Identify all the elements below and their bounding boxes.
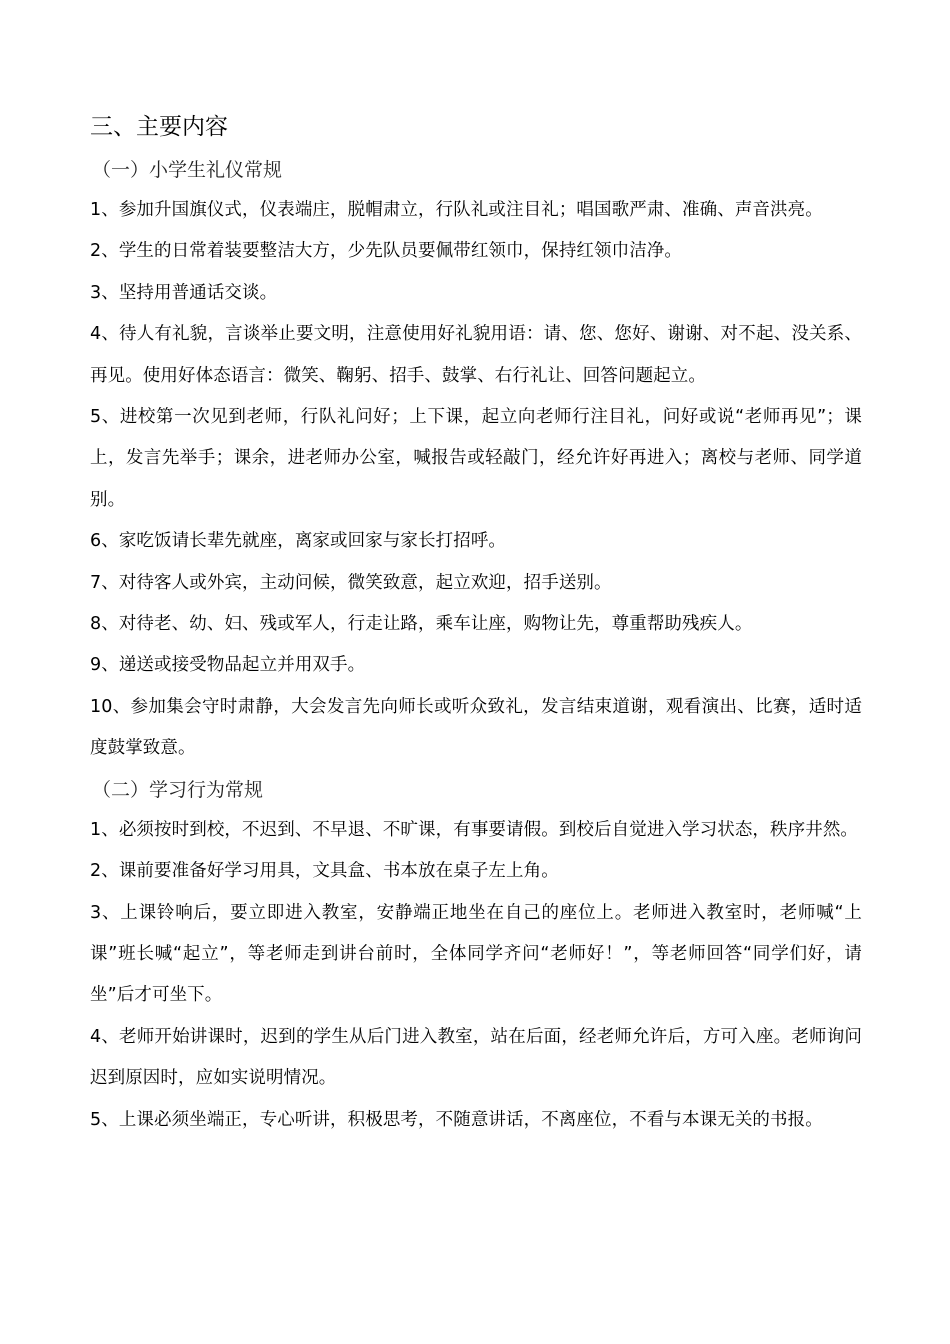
list-item: 1、参加升国旗仪式，仪表端庄，脱帽肃立，行队礼或注目礼；唱国歌严肃、准确、声音洪亮。 <box>90 200 823 220</box>
section-heading: （一）小学生礼仪常规 <box>92 159 283 181</box>
document-body <box>90 104 862 1141</box>
list-item: 7、对待客人或外宾，主动问候，微笑致意，起立欢迎，招手送别。 <box>90 572 612 593</box>
list-item: 2、学生的日常着装要整洁大方，少先队员要佩带红领巾，保持红领巾洁净。 <box>90 241 683 262</box>
list-item: 1、必须按时到校，不迟到、不早退、不旷课，有事要请假。到校后自觉进入学习状态，秩序井然。 <box>90 819 859 840</box>
list-item: 4、老师开始讲课时，迟到的学生从后门进入教室，站在后面，经老师允许后，方可入座。老师询问迟到原因时，应如实说明情况。 <box>90 1026 862 1089</box>
list-item: 10、参加集会守时肃静，大会发言先向师长或听众致礼，发言结束道谢，观看演出、比赛，适时适度鼓掌致意。 <box>90 696 862 759</box>
section-study-behavior <box>90 770 862 1141</box>
list-item: 3、坚持用普通话交谈。 <box>90 282 278 303</box>
list-item: 5、进校第一次见到老师，行队礼问好；上下课，起立向老师行注目礼，问好或说“老师再见”；课上，发言先举手；课余，进老师办公室，喊报告或轻敲门，经允许好再进入；离校与老师、同学道别。 <box>90 407 862 510</box>
list-item: 3、上课铃响后，要立即进入教室，安静端正地坐在自己的座位上。老师进入教室时，老师喊“上课”班长喊“起立”，等老师走到讲台前时，全体同学齐问“老师好！”，等老师回答“同学们好，请坐”后才可坐下。 <box>90 902 862 1006</box>
list-item: 6、家吃饭请长辈先就座，离家或回家与家长打招呼。 <box>90 531 507 552</box>
list-item: 8、对待老、幼、妇、残或军人，行走让路，乘车让座，购物让先，尊重帮助残疾人。 <box>90 614 753 635</box>
section-etiquette <box>90 150 862 770</box>
list-item: 2、课前要准备好学习用具，文具盒、书本放在桌子左上角。 <box>90 861 559 882</box>
list-item: 5、上课必须坐端正，专心听讲，积极思考，不随意讲话，不离座位，不看与本课无关的书报。 <box>90 1109 823 1130</box>
section-heading: （二）学习行为常规 <box>92 778 264 801</box>
list-item: 9、递送或接受物品起立并用双手。 <box>90 655 366 676</box>
list-item: 4、待人有礼貌，言谈举止要文明，注意使用好礼貌用语：请、您、您好、谢谢、对不起、没关系、再见。使用好体态语言：微笑、鞠躬、招手、鼓掌、右行礼让、回答问题起立。 <box>90 324 862 386</box>
main-heading: 三、主要内容 <box>90 114 228 140</box>
